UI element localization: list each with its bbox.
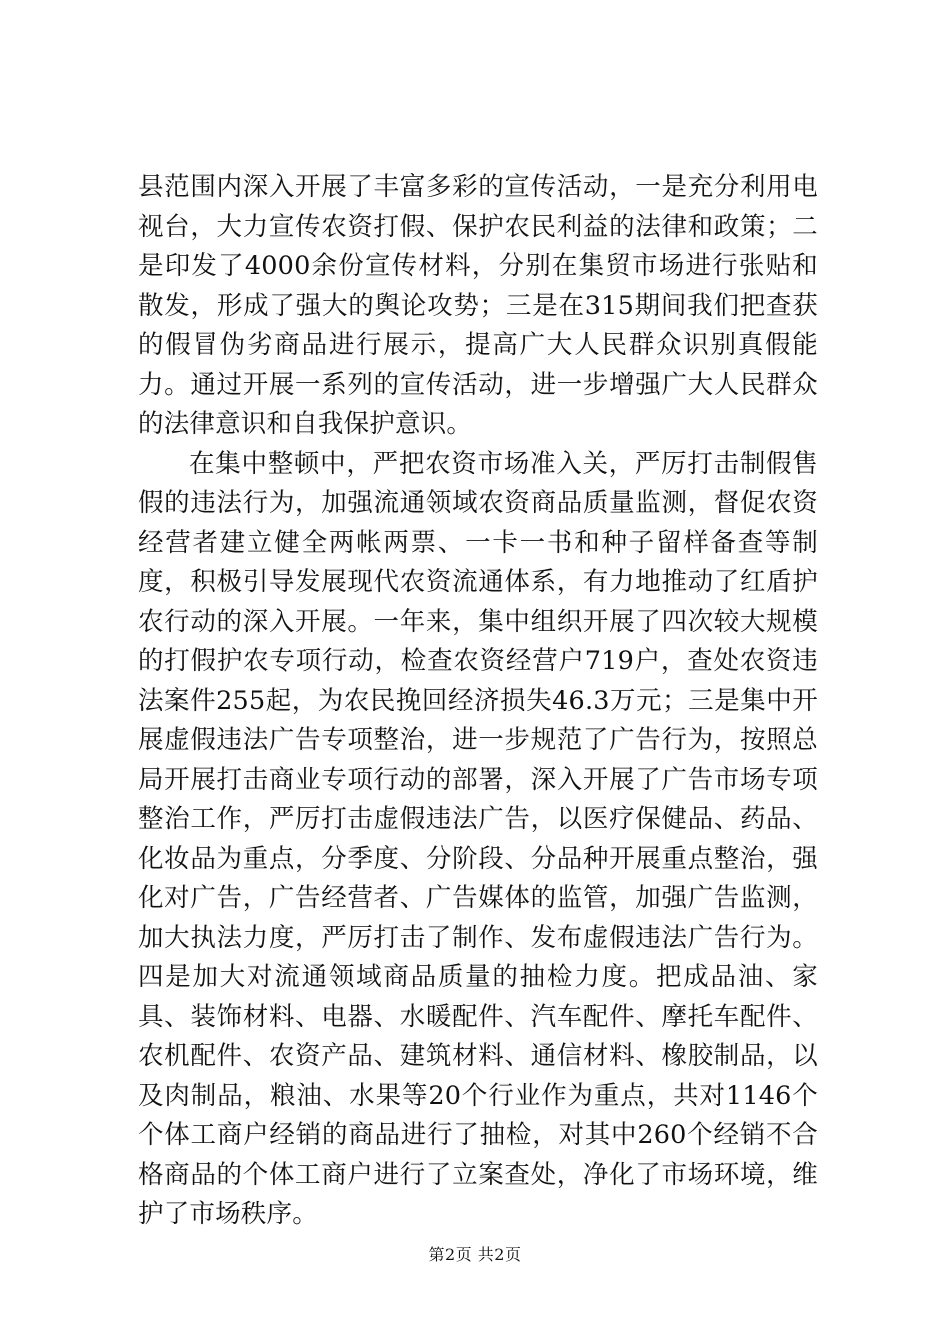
page-footer: 第2页 共2页 — [428, 1245, 522, 1264]
paragraph-rectification: 在集中整顿中，严把农资市场准入关，严厉打击制假售假的违法行为，加强流通领域农资商品质量监测，督促农资经营者建立健全两帐两票、一卡一书和种子留样备查等制度，积极引导发展现代农资流通体系，有力地推动了红盾护农行动的深入开展。一年来，集中组织开展了四次较大规模的打假护农专项行动，检查农资经营户719户，查处农资违法案件255起，为农民挽回经济损失46.3万元；三是集中开展虚假违法广告专项整治，进一步规范了广告行为，按照总局开展打击商业专项行动的部署，深入开展了广告市场专项整治工作，严厉打击虚假违法广告，以医疗保健品、药品、化妆品为重点，分季度、分阶段、分品种开展重点整治，强化对广告，广告经营者、广告媒体的监管，加强广告监测，加大执法力度，严厉打击了制作、发布虚假违法广告行为。四是加大对流通领域商品质量的抽检力度。把成品油、家具、装饰材料、电器、水暖配件、汽车配件、摩托车配件、农机配件、农资产品、建筑材料、通信材料、橡胶制品，以及肉制品，粮油、水果等20个行业作为重点，共对1146个个体工商户经销的商品进行了抽检，对其中260个经销不合格商品的个体工商户进行了立案查处，净化了市场环境，维护了市场秩序。 — [138, 448, 818, 1229]
paragraph-publicity: 县范围内深入开展了丰富多彩的宣传活动，一是充分利用电视台，大力宣传农资打假、保护农民利益的法律和政策；二是印发了4000余份宣传材料，分别在集贸市场进行张贴和散发，形成了强大的舆论攻势；三是在315期间我们把查获的假冒伪劣商品进行展示，提高广大人民群众识别真假能力。通过开展一系列的宣传活动，进一步增强广大人民群众的法律意识和自我保护意识。 — [138, 172, 818, 439]
document-body — [138, 168, 818, 1235]
